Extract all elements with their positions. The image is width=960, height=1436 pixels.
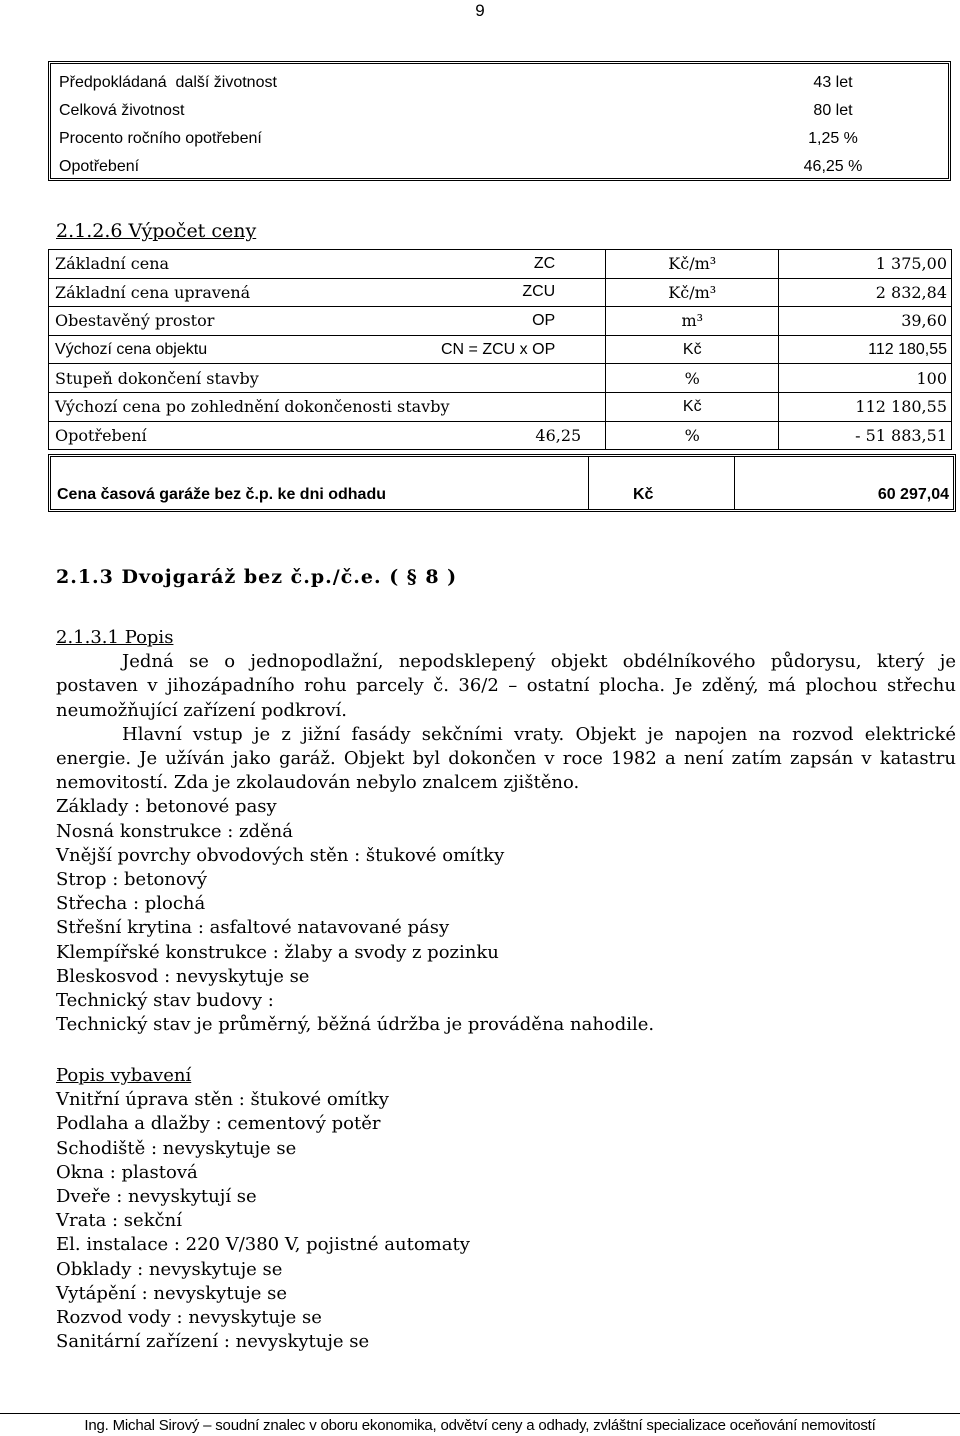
table-row	[49, 307, 952, 336]
description-block	[56, 626, 956, 1037]
row-value: 100	[779, 364, 952, 393]
total-unit: Kč	[633, 486, 654, 503]
row-unit: Kč/m³	[606, 278, 779, 307]
row-value: 112 180,55	[779, 392, 952, 421]
life-row	[59, 129, 262, 149]
list-item: Základy : betonové pasy	[56, 796, 277, 818]
life-row	[59, 73, 277, 93]
row-unit: Kč	[606, 392, 779, 421]
list-item: Střecha : plochá	[56, 893, 206, 915]
row-formula: ZCU	[435, 278, 606, 307]
life-label: Předpokládaná další životnost	[59, 74, 277, 91]
equipment-block	[56, 1064, 956, 1354]
list-item: Podlaha a dlažby : cementový potěr	[56, 1113, 381, 1135]
row-unit: m³	[606, 307, 779, 336]
table-row	[49, 335, 952, 364]
description-paragraph: Hlavní vstup je z jižní fasády sekčními vraty. Objekt je napojen na rozvod elektrické energie. Je užíván jako garáž. Objekt byl dokončen v roce 1982 a není zatím zapsán v katastru nemovitostí. Zda je zkolaudován nebylo znalcem zjištěno.	[56, 723, 956, 794]
description-paragraph: Jedná se o jednopodlažní, nepodsklepený objekt obdélníkového půdorysu, který je postaven v jihozápadního rohu parcely č. 36/2 – ostatní plocha. Je zděný, má plochou střechu neumožňující zařízení podkroví.	[56, 651, 956, 721]
list-item: Schodiště : nevyskytuje se	[56, 1137, 297, 1159]
row-formula: CN = ZCU x OP	[435, 335, 606, 364]
row-value: 112 180,55	[779, 335, 952, 364]
row-value: 1 375,00	[779, 250, 952, 279]
row-label: Obestavěný prostor	[49, 307, 436, 336]
row-formula: ZC	[435, 250, 606, 279]
list-item: Vytápění : nevyskytuje se	[56, 1282, 288, 1304]
life-label: Procento ročního opotřebení	[59, 130, 262, 147]
total-box	[48, 454, 956, 512]
list-item: Strop : betonový	[56, 869, 208, 891]
section-heading: 2.1.2.6 Výpočet ceny	[56, 220, 257, 242]
row-value: - 51 883,51	[779, 421, 952, 450]
table-row	[49, 278, 952, 307]
table-row	[49, 250, 952, 279]
row-label: Opotřebení	[49, 421, 436, 450]
row-value: 2 832,84	[779, 278, 952, 307]
row-label: Stupeň dokončení stavby	[49, 364, 436, 393]
life-table	[48, 61, 951, 181]
list-item: Vnější povrchy obvodových stěn : štukové omítky	[56, 844, 505, 866]
table-row	[49, 364, 952, 393]
life-label: Celková životnost	[59, 102, 185, 119]
life-label: Opotřebení	[59, 158, 140, 175]
row-value: 39,60	[779, 307, 952, 336]
row-formula	[435, 364, 606, 393]
total-label: Cena časová garáže bez č.p. ke dni odhadu	[57, 486, 386, 503]
list-item: El. instalace : 220 V/380 V, pojistné automaty	[56, 1234, 470, 1256]
life-value: 1,25 %	[808, 130, 858, 147]
table-row	[49, 392, 952, 421]
footer-rule	[0, 1413, 960, 1414]
equipment-heading: Popis vybavení	[56, 1065, 192, 1086]
row-formula: OP	[435, 307, 606, 336]
row-unit: Kč	[606, 335, 779, 364]
price-table	[48, 249, 952, 450]
list-item: Okna : plastová	[56, 1161, 198, 1183]
list-item: Rozvod vody : nevyskytuje se	[56, 1307, 322, 1329]
subsection-heading: 2.1.3 Dvojgaráž bez č.p./č.e. ( § 8 )	[56, 566, 458, 588]
life-value: 46,25 %	[803, 158, 863, 175]
construction-list	[56, 795, 956, 1037]
row-label: Základní cena	[49, 250, 436, 279]
list-item: Technický stav budovy :	[56, 990, 274, 1012]
list-item: Vrata : sekční	[56, 1210, 183, 1232]
list-item: Technický stav je průměrný, běžná údržba je prováděna nahodile.	[56, 1014, 655, 1036]
list-item: Střešní krytina : asfaltové natavované pásy	[56, 917, 450, 939]
total-divider	[588, 457, 589, 509]
life-row	[59, 157, 139, 177]
page-number: 9	[475, 1, 485, 20]
list-item: Klempířské konstrukce : žlaby a svody z pozinku	[56, 941, 499, 963]
row-label: Základní cena upravená	[49, 278, 436, 307]
row-unit: %	[606, 421, 779, 450]
row-label: Výchozí cena objektu	[49, 335, 436, 364]
list-item: Nosná konstrukce : zděná	[56, 820, 294, 842]
life-row	[59, 101, 184, 121]
table-row	[49, 421, 952, 450]
list-item: Dveře : nevyskytují se	[56, 1186, 257, 1208]
row-label: Výchozí cena po zohlednění dokončenosti stavby	[49, 392, 606, 421]
total-value: 60 297,04	[877, 486, 949, 503]
footer: Ing. Michal Sirový – soudní znalec v oboru ekonomika, odvětví ceny a odhady, zvláštní specializace oceňování nemovitostí	[84, 1417, 876, 1434]
row-unit: %	[606, 364, 779, 393]
popis-heading: 2.1.3.1 Popis	[56, 627, 174, 648]
row-formula: 46,25	[435, 421, 606, 450]
total-divider	[734, 457, 735, 509]
row-unit: Kč/m³	[606, 250, 779, 279]
list-item: Sanitární zařízení : nevyskytuje se	[56, 1331, 370, 1353]
life-value: 43 let	[813, 74, 853, 91]
life-value: 80 let	[813, 102, 853, 119]
list-item: Bleskosvod : nevyskytuje se	[56, 965, 310, 987]
list-item: Obklady : nevyskytuje se	[56, 1258, 283, 1280]
list-item: Vnitřní úprava stěn : štukové omítky	[56, 1089, 389, 1111]
